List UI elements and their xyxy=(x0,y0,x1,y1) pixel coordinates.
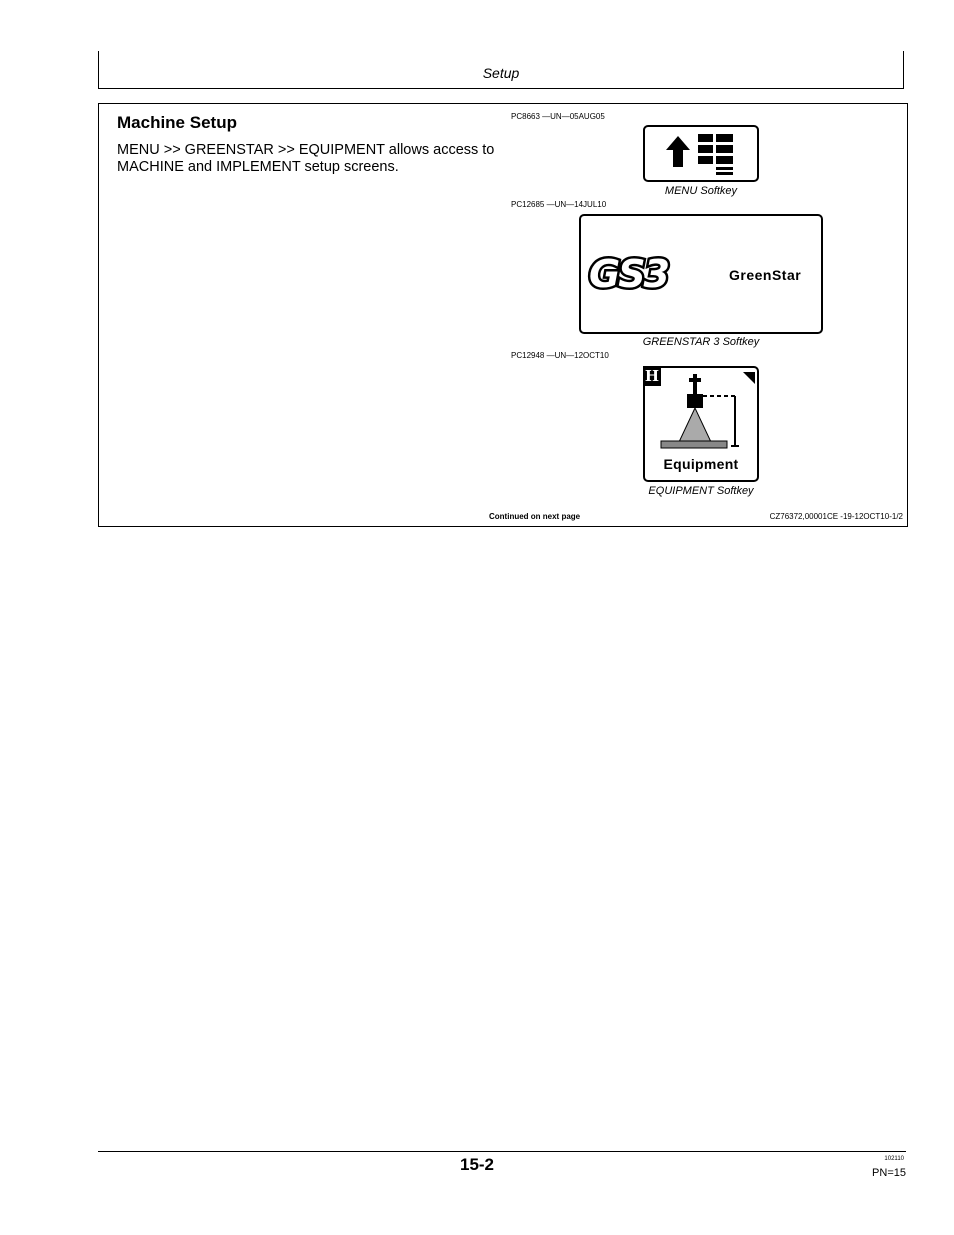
menu-icon xyxy=(645,127,757,180)
caption-menu-softkey: MENU Softkey xyxy=(664,185,738,197)
equipment-label: Equipment xyxy=(663,456,739,472)
h-badge: H xyxy=(644,367,660,385)
menu-softkey[interactable] xyxy=(643,125,759,182)
page-header xyxy=(98,51,904,89)
caption-greenstar-softkey: GREENSTAR 3 Softkey xyxy=(642,336,760,348)
footer-code: 102110 xyxy=(884,1156,904,1162)
figure-ref-menu: PC8663 —UN—05AUG05 xyxy=(511,112,605,121)
gs3-logo: GS3 xyxy=(589,252,668,296)
figure-ref-equipment: PC12948 —UN—12OCT10 xyxy=(511,351,609,360)
page-number: 15-2 xyxy=(459,1155,495,1174)
greenstar-brand-text: GreenStar xyxy=(729,267,802,283)
section-body: MENU >> GREENSTAR >> EQUIPMENT allows access to MACHINE and IMPLEMENT setup screens. xyxy=(117,142,495,175)
figure-ref-greenstar: PC12685 —UN—14JUL10 xyxy=(511,200,607,209)
footer-rule xyxy=(98,1151,906,1152)
machine-setup-section xyxy=(98,103,908,527)
greenstar-3-softkey[interactable] xyxy=(579,214,823,334)
header-title: Setup xyxy=(482,65,520,81)
caption-equipment-softkey: EQUIPMENT Softkey xyxy=(648,485,754,497)
doc-reference: CZ76372,00001CE -19-12OCT10-1/2 xyxy=(769,512,903,521)
footer-pn: PN=15 xyxy=(872,1167,906,1179)
continued-note: Continued on next page xyxy=(489,512,581,521)
section-title: Machine Setup xyxy=(117,113,237,132)
equipment-softkey[interactable] xyxy=(643,366,759,482)
